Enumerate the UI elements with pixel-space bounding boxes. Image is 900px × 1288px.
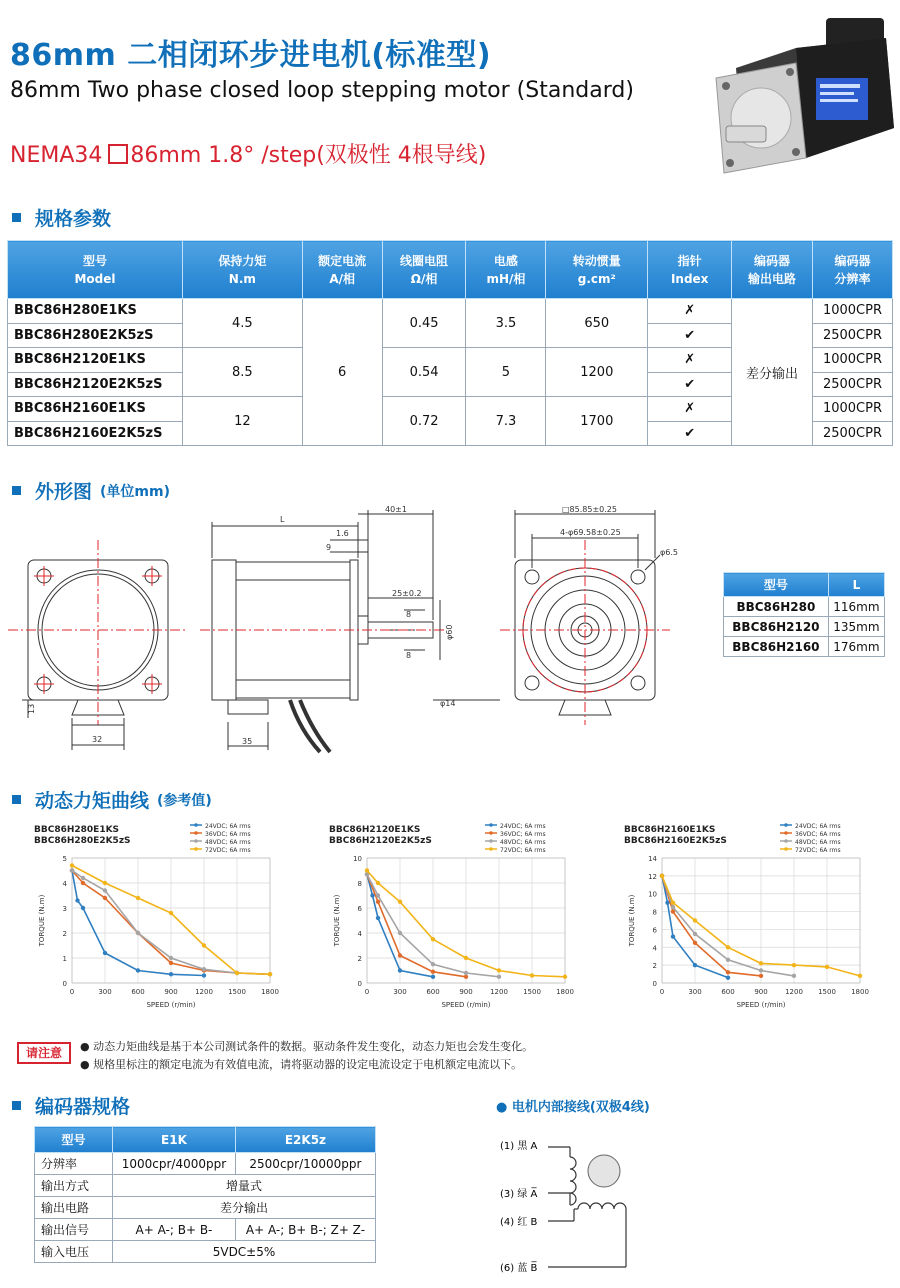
current-cell: 6: [302, 299, 382, 446]
x-tick-label: 0: [69, 988, 75, 996]
spec-header-4: [466, 241, 546, 299]
nema-detail: 86mm 1.8° /step(双极性 4根导线): [130, 143, 487, 168]
y-tick-label: 8: [357, 880, 362, 888]
spec-header-1: [182, 241, 302, 299]
spec-header-line1: 编码器: [834, 253, 871, 268]
data-point: [376, 893, 380, 897]
section-encoder: [12, 1092, 130, 1119]
section-encoder-title: 编码器规格: [35, 1096, 131, 1118]
y-tick-label: 8: [652, 908, 657, 917]
length-header-model: 型号: [724, 573, 829, 597]
spec-header-0: [8, 241, 183, 299]
x-tick-label: 300: [98, 988, 112, 996]
side-view: [200, 510, 500, 752]
encoder-key: 输入电压: [35, 1241, 113, 1263]
notice-badge: 请注意: [17, 1042, 71, 1064]
x-tick-label: 600: [721, 988, 735, 996]
legend-label: 48VDC; 6A rms: [205, 839, 251, 846]
spec-header-row: [8, 241, 893, 299]
x-tick-label: 1500: [818, 988, 836, 996]
x-tick-label: 600: [131, 988, 145, 996]
encoder-table: [34, 1126, 376, 1263]
data-point: [792, 974, 796, 978]
encoder-key: 输出信号: [35, 1219, 113, 1241]
legend-marker: [489, 831, 493, 835]
spec-header-line1: 指针: [677, 253, 702, 268]
spec-header-line2: 输出电路: [748, 271, 797, 286]
resistance-cell: 0.54: [382, 348, 466, 397]
section-outline-unit: (单位mm): [100, 483, 170, 500]
inductance-cell: 3.5: [466, 299, 546, 348]
data-point: [169, 972, 173, 976]
data-point: [169, 911, 173, 915]
legend-marker: [784, 839, 788, 843]
spec-table: [7, 240, 893, 446]
table-row: [724, 617, 885, 637]
data-point: [202, 943, 206, 947]
dim-dia65: φ6.5: [660, 548, 678, 557]
torque-charts: [0, 818, 900, 1028]
data-point: [136, 968, 140, 972]
motor-photo: [706, 8, 898, 188]
data-point: [759, 968, 763, 972]
data-point: [726, 958, 730, 962]
legend-marker: [784, 823, 788, 827]
output-cell: 差分输出: [732, 299, 813, 446]
section-torque: [12, 786, 212, 813]
torque-cell: 4.5: [182, 299, 302, 348]
dim-L: L: [280, 515, 285, 524]
y-tick-label: 2: [652, 962, 657, 971]
torque-chart-1: [325, 818, 595, 1023]
y-tick-label: 4: [62, 880, 67, 888]
section-marker: [12, 795, 21, 804]
inductance-cell: 7.3: [466, 397, 546, 446]
resolution-cell: 1000CPR: [812, 348, 892, 373]
dim-40: 40±1: [385, 505, 407, 514]
data-point: [136, 896, 140, 900]
section-marker: [12, 213, 21, 222]
section-outline-title: 外形图: [35, 481, 93, 503]
y-tick-label: 4: [357, 930, 362, 938]
y-axis-label: TORQUE (N.m): [628, 894, 636, 947]
dim-8a: 8: [406, 610, 412, 619]
table-row: [724, 597, 885, 617]
chart-title-line1: BBC86H2120E1KS: [329, 825, 421, 835]
data-point: [858, 974, 862, 978]
chart-title-line2: BBC86H280E2K5zS: [34, 836, 131, 846]
resistance-cell: 0.45: [382, 299, 466, 348]
inertia-cell: 650: [546, 299, 648, 348]
y-axis-label: TORQUE (N.m): [38, 894, 46, 947]
spec-header-2: [302, 241, 382, 299]
inertia-cell: 1200: [546, 348, 648, 397]
legend-marker: [489, 823, 493, 827]
data-point: [726, 945, 730, 949]
spec-header-6: [648, 241, 732, 299]
x-tick-label: 0: [364, 988, 370, 996]
spec-header-line1: 电感: [493, 253, 518, 268]
model-cell: BBC86H280E2K5zS: [8, 323, 183, 348]
chart-title-line2: BBC86H2160E2K5zS: [624, 836, 727, 846]
encoder-value: A+ A-; B+ B-: [113, 1219, 236, 1241]
legend-label: 24VDC; 6A rms: [205, 823, 251, 830]
length-table: [723, 572, 885, 657]
y-tick-label: 10: [648, 890, 657, 899]
encoder-header-e1k: E1K: [113, 1127, 236, 1153]
data-point: [398, 953, 402, 957]
spec-header-line1: 保持力矩: [218, 253, 267, 268]
data-point: [464, 975, 468, 979]
data-point: [671, 900, 675, 904]
legend-label: 72VDC; 6A rms: [795, 847, 841, 854]
index-mark: ✔: [648, 323, 732, 348]
dim-13: 13: [27, 703, 36, 714]
data-point: [431, 937, 435, 941]
length-model: BBC86H280: [724, 597, 829, 617]
data-point: [693, 941, 697, 945]
data-point: [398, 900, 402, 904]
wire-1: (1) 黑 A: [500, 1141, 538, 1152]
y-tick-label: 14: [648, 855, 657, 863]
table-row: [35, 1219, 376, 1241]
data-point: [464, 971, 468, 975]
data-point: [497, 968, 501, 972]
inductance-cell: 5: [466, 348, 546, 397]
section-torque-sub: (参考值): [157, 792, 212, 809]
data-point: [398, 968, 402, 972]
dim-dia14: φ14: [440, 699, 456, 708]
length-value: 135mm: [828, 617, 884, 637]
section-marker: [12, 486, 21, 495]
table-row: [35, 1175, 376, 1197]
legend-label: 72VDC; 6A rms: [205, 847, 251, 854]
legend-marker: [194, 839, 198, 843]
data-point: [825, 965, 829, 969]
legend-label: 24VDC; 6A rms: [795, 823, 841, 830]
data-point: [103, 896, 107, 900]
index-mark: ✔: [648, 421, 732, 446]
resolution-cell: 2500CPR: [812, 323, 892, 348]
x-tick-label: 1500: [228, 988, 246, 996]
x-tick-label: 900: [459, 988, 473, 996]
x-tick-label: 900: [754, 988, 768, 996]
data-point: [759, 961, 763, 965]
y-axis-label: TORQUE (N.m): [333, 894, 341, 947]
data-point: [202, 973, 206, 977]
spec-header-5: [546, 241, 648, 299]
x-tick-label: 600: [426, 988, 440, 996]
data-point: [169, 956, 173, 960]
dim-9: 9: [326, 543, 332, 552]
resolution-cell: 1000CPR: [812, 397, 892, 422]
legend-marker: [784, 831, 788, 835]
y-tick-label: 0: [652, 980, 657, 988]
data-point: [376, 881, 380, 885]
spec-header-line2: N.m: [228, 271, 256, 286]
x-axis-label: SPEED (r/min): [441, 1001, 491, 1009]
table-row: [35, 1197, 376, 1219]
data-point: [235, 971, 239, 975]
title-en: 86mm Two phase closed loop stepping motor (Standard): [10, 78, 634, 103]
data-point: [202, 967, 206, 971]
spec-header-line1: 编码器: [754, 253, 791, 268]
y-tick-label: 6: [652, 926, 657, 935]
dim-35: 35: [242, 737, 253, 746]
data-point: [693, 932, 697, 936]
model-cell: BBC86H2160E2K5zS: [8, 421, 183, 446]
data-point: [671, 934, 675, 938]
y-tick-label: 1: [62, 955, 67, 963]
length-value: 116mm: [828, 597, 884, 617]
resolution-cell: 2500CPR: [812, 372, 892, 397]
data-point: [693, 963, 697, 967]
data-point: [103, 951, 107, 955]
spec-header-line1: 转动惯量: [572, 253, 621, 268]
y-tick-label: 4: [652, 944, 657, 953]
data-point: [693, 918, 697, 922]
legend-label: 36VDC; 6A rms: [500, 831, 546, 838]
data-point: [81, 876, 85, 880]
data-point: [671, 905, 675, 909]
dim-32: 32: [92, 735, 103, 744]
wire-3: (3) 绿 A̅: [500, 1189, 538, 1200]
y-tick-label: 0: [62, 980, 67, 988]
wiring-diagram: [500, 1125, 700, 1285]
y-tick-label: 10: [353, 855, 362, 863]
x-tick-label: 1800: [851, 988, 869, 996]
title-cn: 86mm 二相闭环步进电机(标准型): [10, 38, 492, 73]
model-cell: BBC86H2120E1KS: [8, 348, 183, 373]
y-tick-label: 2: [357, 955, 362, 963]
legend-label: 36VDC; 6A rms: [795, 831, 841, 838]
spec-header-line1: 线圈电阻: [400, 253, 449, 268]
data-point: [726, 970, 730, 974]
legend-label: 72VDC; 6A rms: [500, 847, 546, 854]
legend-label: 48VDC; 6A rms: [795, 839, 841, 846]
y-tick-label: 6: [357, 905, 362, 913]
resolution-cell: 1000CPR: [812, 299, 892, 324]
chart-title-line1: BBC86H280E1KS: [34, 825, 120, 835]
data-point: [431, 975, 435, 979]
spec-header-line1: 型号: [82, 253, 107, 268]
x-tick-label: 1500: [523, 988, 541, 996]
table-row: [724, 637, 885, 657]
x-tick-label: 1800: [261, 988, 279, 996]
resistance-cell: 0.72: [382, 397, 466, 446]
legend-marker: [784, 847, 788, 851]
spec-header-line2: Model: [74, 271, 116, 286]
x-tick-label: 1200: [490, 988, 508, 996]
x-axis-label: SPEED (r/min): [736, 1001, 786, 1009]
spec-header-line2: A/相: [329, 271, 356, 286]
dim-1-6: 1.6: [336, 529, 349, 538]
legend-marker: [194, 823, 198, 827]
legend-marker: [489, 839, 493, 843]
data-point: [530, 973, 534, 977]
chart-title-line2: BBC86H2120E2K5zS: [329, 836, 432, 846]
index-mark: ✗: [648, 299, 732, 324]
encoder-value: 1000cpr/4000ppr: [113, 1153, 236, 1175]
spec-header-line2: Index: [670, 271, 709, 286]
legend-marker: [194, 847, 198, 851]
data-point: [431, 962, 435, 966]
data-point: [75, 898, 79, 902]
spec-header-line1: 额定电流: [318, 253, 367, 268]
spec-header-line2: 分辨率: [834, 271, 871, 286]
wire-4: (4) 红 B: [500, 1217, 538, 1228]
spec-header-line2: g.cm²: [577, 271, 616, 286]
length-model: BBC86H2120: [724, 617, 829, 637]
chart-title-line1: BBC86H2160E1KS: [624, 825, 716, 835]
data-point: [81, 906, 85, 910]
data-point: [365, 868, 369, 872]
x-axis-label: SPEED (r/min): [146, 1001, 196, 1009]
legend-marker: [489, 847, 493, 851]
data-point: [268, 972, 272, 976]
data-point: [103, 881, 107, 885]
model-cell: BBC86H280E1KS: [8, 299, 183, 324]
data-point: [376, 900, 380, 904]
torque-cell: 12: [182, 397, 302, 446]
table-row: [8, 299, 893, 324]
encoder-value: 2500cpr/10000ppr: [235, 1153, 375, 1175]
section-marker: [12, 1101, 21, 1110]
encoder-value: 增量式: [113, 1175, 376, 1197]
y-tick-label: 5: [62, 855, 67, 863]
table-row: [35, 1153, 376, 1175]
spec-header-8: [812, 241, 892, 299]
spec-header-line2: Ω/相: [410, 271, 438, 286]
x-tick-label: 300: [688, 988, 702, 996]
x-tick-label: 1800: [556, 988, 574, 996]
resolution-cell: 2500CPR: [812, 421, 892, 446]
model-cell: BBC86H2120E2K5zS: [8, 372, 183, 397]
encoder-key: 输出电路: [35, 1197, 113, 1219]
data-point: [759, 974, 763, 978]
spec-header-line2: mH/相: [486, 271, 526, 286]
data-point: [70, 863, 74, 867]
encoder-value: 5VDC±5%: [113, 1241, 376, 1263]
torque-chart-0: [30, 818, 300, 1023]
note-line-2: ● 规格里标注的额定电流为有效值电流，请将驱动器的设定电流设定于电机额定电流以下。: [80, 1058, 523, 1071]
section-spec-title: 规格参数: [35, 208, 112, 230]
spec-header-3: [382, 241, 466, 299]
note-line-1: ● 动态力矩曲线是基于本公司测试条件的数据。驱动条件发生变化，动态力矩也会发生变化。: [80, 1040, 534, 1053]
rear-view: [500, 510, 670, 725]
data-point: [497, 975, 501, 979]
data-point: [398, 931, 402, 935]
wiring-title: ● 电机内部接线(双极4线): [496, 1100, 650, 1115]
square-symbol: [108, 144, 128, 164]
legend-label: 48VDC; 6A rms: [500, 839, 546, 846]
data-point: [70, 868, 74, 872]
index-mark: ✔: [648, 372, 732, 397]
length-model: BBC86H2160: [724, 637, 829, 657]
data-point: [726, 975, 730, 979]
y-tick-label: 3: [62, 905, 67, 913]
dim-8b: 8: [406, 651, 412, 660]
dim-holes: 4-φ69.58±0.25: [560, 528, 621, 537]
x-tick-label: 900: [164, 988, 178, 996]
section-torque-title: 动态力矩曲线: [35, 790, 150, 812]
inertia-cell: 1700: [546, 397, 648, 446]
dim-square: □85.85±0.25: [562, 505, 617, 514]
y-tick-label: 0: [357, 980, 362, 988]
model-cell: BBC86H2160E1KS: [8, 397, 183, 422]
length-header-L: L: [828, 573, 884, 597]
y-tick-label: 12: [648, 872, 657, 881]
encoder-value: A+ A-; B+ B-; Z+ Z-: [235, 1219, 375, 1241]
encoder-value: 差分输出: [113, 1197, 376, 1219]
data-point: [103, 888, 107, 892]
encoder-key: 输出方式: [35, 1175, 113, 1197]
data-point: [376, 916, 380, 920]
nema-label: NEMA34: [10, 143, 103, 168]
data-point: [136, 931, 140, 935]
y-tick-label: 2: [62, 930, 67, 938]
legend-label: 36VDC; 6A rms: [205, 831, 251, 838]
data-point: [792, 963, 796, 967]
legend-marker: [194, 831, 198, 835]
length-value: 176mm: [828, 637, 884, 657]
encoder-header-e2k5z: E2K5z: [235, 1127, 375, 1153]
x-tick-label: 0: [659, 988, 665, 996]
data-point: [81, 881, 85, 885]
data-point: [169, 961, 173, 965]
index-mark: ✗: [648, 348, 732, 373]
torque-cell: 8.5: [182, 348, 302, 397]
encoder-key: 分辨率: [35, 1153, 113, 1175]
data-point: [464, 956, 468, 960]
data-point: [563, 975, 567, 979]
torque-chart-2: [620, 818, 890, 1023]
x-tick-label: 1200: [195, 988, 213, 996]
dim-25: 25±0.2: [392, 589, 422, 598]
spec-header-7: [732, 241, 813, 299]
index-mark: ✗: [648, 397, 732, 422]
x-tick-label: 1200: [785, 988, 803, 996]
dim-dia60: φ60: [445, 624, 454, 640]
series-line-1: [662, 876, 761, 976]
data-point: [660, 874, 664, 878]
encoder-header-model: 型号: [35, 1127, 113, 1153]
nema-spec: [10, 138, 486, 169]
wire-6: (6) 蓝 B̅: [500, 1263, 538, 1274]
table-row: [35, 1241, 376, 1263]
data-point: [431, 970, 435, 974]
section-spec: [12, 204, 111, 231]
front-view: [8, 540, 188, 750]
x-tick-label: 300: [393, 988, 407, 996]
legend-label: 24VDC; 6A rms: [500, 823, 546, 830]
